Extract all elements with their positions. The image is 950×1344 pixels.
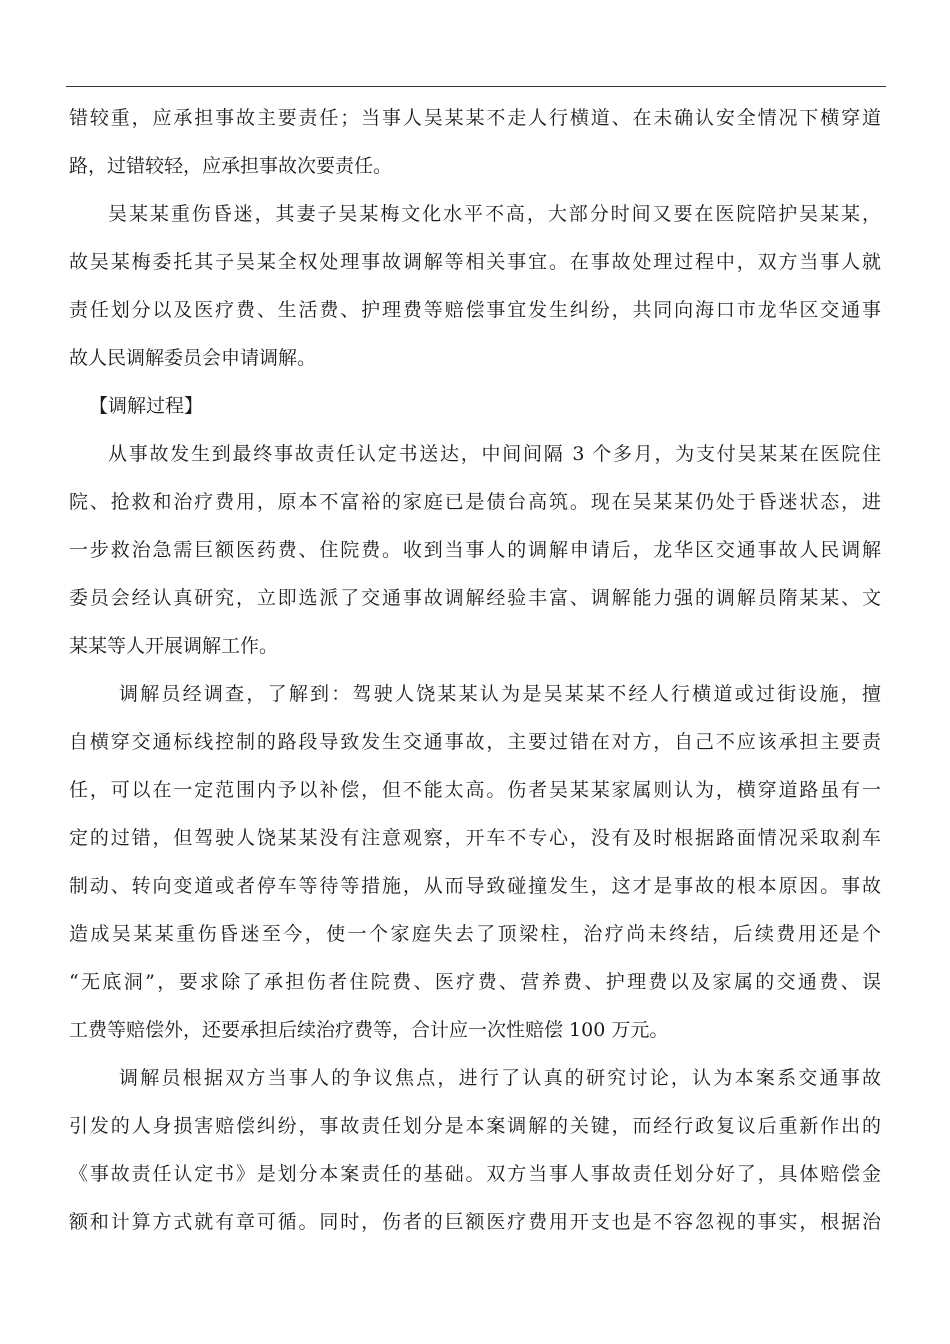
text-line: 错较重，应承担事故主要责任；当事人吴某某不走人行横道、在未确认安全情况下横穿道: [69, 107, 881, 129]
text-line: 造成吴某某重伤昏迷至今，使一个家庭失去了顶梁柱，治疗尚未终结，后续费用还是个: [69, 923, 881, 945]
text-line: 工费等赔偿外，还要承担后续治疗费等，合计应一次性赔偿 100 万元。: [69, 1019, 669, 1041]
text-line: 一步救治急需巨额医药费、住院费。收到当事人的调解申请后，龙华区交通事故人民调解: [69, 539, 881, 561]
text-line: 院、抢救和治疗费用，原本不富裕的家庭已是债台高筑。现在吴某某仍处于昏迷状态，进: [69, 491, 881, 513]
text-line: 额和计算方式就有章可循。同时，伤者的巨额医疗费用开支也是不容忽视的事实，根据治: [69, 1211, 881, 1233]
text-line: “无底洞”，要求除了承担伤者住院费、医疗费、营养费、护理费以及家属的交通费、误: [69, 971, 881, 993]
text-line: 《事故责任认定书》是划分本案责任的基础。双方当事人事故责任划分好了，具体赔偿金: [69, 1163, 881, 1185]
text-line: 委员会经认真研究，立即选派了交通事故调解经验丰富、调解能力强的调解员隋某某、文: [69, 587, 881, 609]
text-line: 故吴某梅委托其子吴某全权处理事故调解等相关事宜。在事故处理过程中，双方当事人就: [69, 251, 881, 273]
text-line: 某某等人开展调解工作。: [69, 635, 279, 657]
text-line: 制动、转向变道或者停车等待等措施，从而导致碰撞发生，这才是事故的根本原因。事故: [69, 875, 881, 897]
header-rule: [66, 86, 886, 87]
text-line: 调解员经调查，了解到：驾驶人饶某某认为是吴某某不经人行横道或过街设施，擅: [119, 683, 881, 705]
text-line: 责任划分以及医疗费、生活费、护理费等赔偿事宜发生纠纷，共同向海口市龙华区交通事: [69, 299, 881, 321]
paragraph: [69, 382, 881, 430]
text-line: 路，过错较轻，应承担事故次要责任。: [69, 155, 393, 177]
text-line: 任，可以在一定范围内予以补偿，但不能太高。伤者吴某某家属则认为，横穿道路虽有一: [69, 779, 881, 801]
paragraph: [69, 94, 881, 190]
text-line: 故人民调解委员会申请调解。: [69, 347, 317, 369]
text-line: 自横穿交通标线控制的路段导致发生交通事故，主要过错在对方，自己不应该承担主要责: [69, 731, 881, 753]
text-line: 吴某某重伤昏迷，其妻子吴某梅文化水平不高，大部分时间又要在医院陪护吴某某，: [108, 203, 881, 225]
text-line: 引发的人身损害赔偿纠纷，事故责任划分是本案调解的关键，而经行政复议后重新作出的: [69, 1115, 881, 1137]
document-body: [69, 94, 881, 1246]
text-line: 从事故发生到最终事故责任认定书送达，中间间隔 3 个多月，为支付吴某某在医院住: [108, 443, 881, 465]
text-line: 定的过错，但驾驶人饶某某没有注意观察，开车不专心，没有及时根据路面情况采取刹车: [69, 827, 881, 849]
paragraph: [69, 190, 881, 382]
paragraph: [69, 1054, 881, 1246]
text-line: 调解员根据双方当事人的争议焦点，进行了认真的研究讨论，认为本案系交通事故: [119, 1067, 881, 1089]
paragraph: [69, 670, 881, 1054]
text-line: 【调解过程】: [89, 395, 204, 417]
paragraph: [69, 430, 881, 670]
